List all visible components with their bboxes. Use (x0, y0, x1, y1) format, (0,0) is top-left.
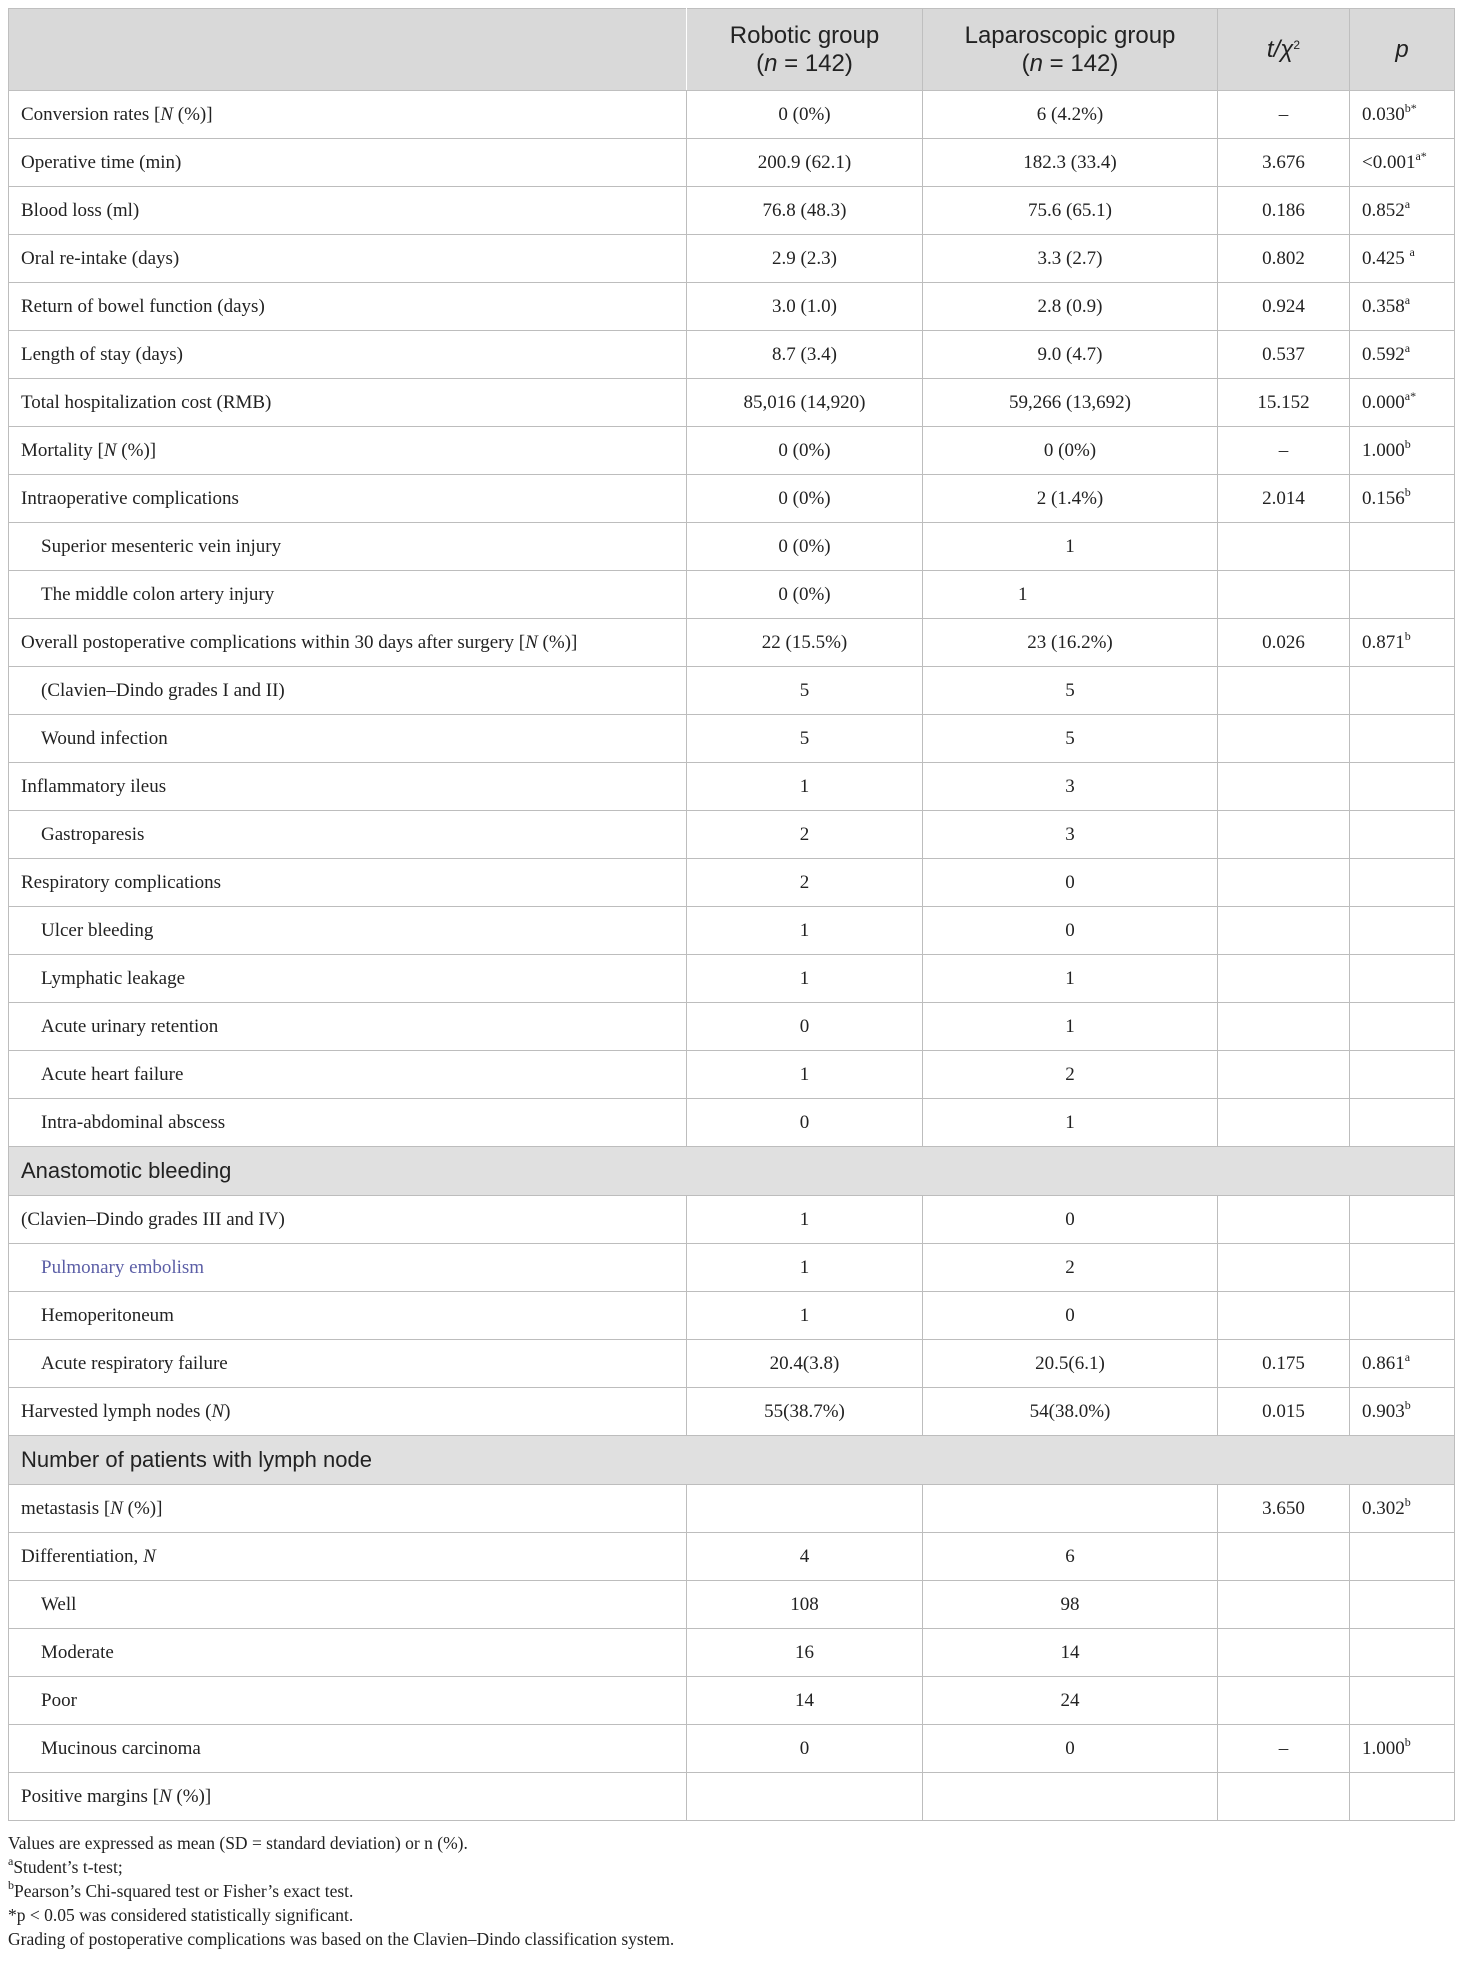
italic-n: N (211, 1400, 225, 1422)
p-value-text: 0.592 (1362, 343, 1405, 365)
p-value-superscript: b* (1404, 100, 1417, 115)
p-value (1350, 1533, 1455, 1581)
p-value-superscript: b (1404, 1494, 1411, 1509)
row-label: Operative time (min) (9, 139, 687, 187)
laparoscopic-value: 2 (923, 1051, 1218, 1099)
row-label: Oral re-intake (days) (9, 235, 687, 283)
p-value (1350, 139, 1455, 187)
italic-n: N (110, 1497, 123, 1519)
laparoscopic-value: 0 (923, 1196, 1218, 1244)
section-heading: Number of patients with lymph node (9, 1436, 1455, 1485)
p-value (1350, 1196, 1455, 1244)
laparoscopic-value: 24 (923, 1677, 1218, 1725)
robotic-value: 76.8 (48.3) (687, 187, 923, 235)
robotic-value: 85,016 (14,920) (687, 379, 923, 427)
p-value-text: 0.302 (1362, 1497, 1405, 1519)
table-row (9, 955, 1455, 1003)
statistic-value (1218, 523, 1350, 571)
laparoscopic-value: 1 (923, 1003, 1218, 1051)
p-value (1350, 187, 1455, 235)
row-label: Acute heart failure (9, 1051, 687, 1099)
table-row (9, 1581, 1455, 1629)
table-footnotes (8, 1831, 1454, 1951)
header-robotic-label: Robotic group (729, 21, 880, 49)
row-label: Acute respiratory failure (9, 1340, 687, 1388)
header-p-value (1350, 9, 1455, 91)
laparoscopic-value: 2 (923, 1244, 1218, 1292)
robotic-value: 5 (687, 715, 923, 763)
p-value-superscript: a (1404, 340, 1411, 355)
header-laparoscopic-label: Laparoscopic group (964, 21, 1176, 49)
laparoscopic-value: 1 (923, 523, 1218, 571)
laparoscopic-value: 182.3 (33.4) (923, 139, 1218, 187)
statistic-value (1218, 1196, 1350, 1244)
table-row (9, 331, 1455, 379)
statistic-value: 3.650 (1218, 1485, 1350, 1533)
row-label: Well (9, 1581, 687, 1629)
table-row (9, 235, 1455, 283)
table-row (9, 91, 1455, 139)
robotic-value: 0 (687, 1099, 923, 1147)
header-robotic-n-value: = 142 (784, 49, 845, 77)
table-row (9, 715, 1455, 763)
p-value (1350, 475, 1455, 523)
laparoscopic-value: 59,266 (13,692) (923, 379, 1218, 427)
row-label: Mucinous carcinoma (9, 1725, 687, 1773)
p-value (1350, 427, 1455, 475)
laparoscopic-value: 98 (923, 1581, 1218, 1629)
statistic-value (1218, 1051, 1350, 1099)
p-value (1350, 619, 1455, 667)
table-row (9, 523, 1455, 571)
table-row (9, 139, 1455, 187)
robotic-value: 1 (687, 1051, 923, 1099)
statistic-value (1218, 955, 1350, 1003)
footnote-b-text: Pearson’s Chi-squared test or Fisher’s exact test. (14, 1881, 354, 1901)
statistic-value (1218, 1773, 1350, 1821)
results-table (8, 8, 1455, 1821)
row-label: Respiratory complications (9, 859, 687, 907)
footnote-significance: *p < 0.05 was considered statistically significant. (8, 1905, 354, 1925)
table-row (9, 1725, 1455, 1773)
robotic-value (687, 1773, 923, 1821)
p-value (1350, 1725, 1455, 1773)
robotic-value: 3.0 (1.0) (687, 283, 923, 331)
statistic-value (1218, 1581, 1350, 1629)
row-label: Moderate (9, 1629, 687, 1677)
p-value (1350, 763, 1455, 811)
p-value-text: 0.358 (1362, 295, 1405, 317)
robotic-value: 2 (687, 859, 923, 907)
p-value-text: 1.000 (1362, 439, 1405, 461)
header-robotic-n-label: n (764, 49, 778, 77)
statistic-value: 0.175 (1218, 1340, 1350, 1388)
table-row (9, 1292, 1455, 1340)
row-label[interactable]: Pulmonary embolism (9, 1244, 687, 1292)
footnote-b (8, 1879, 1454, 1903)
p-value (1350, 1677, 1455, 1725)
laparoscopic-value: 23 (16.2%) (923, 619, 1218, 667)
table-row (9, 475, 1455, 523)
p-value-text: 1.000 (1362, 1737, 1405, 1759)
robotic-value: 0 (0%) (687, 571, 923, 619)
row-label: Ulcer bleeding (9, 907, 687, 955)
row-label: Poor (9, 1677, 687, 1725)
row-label: Return of bowel function (days) (9, 283, 687, 331)
robotic-value: 0 (0%) (687, 475, 923, 523)
row-label: Inflammatory ileus (9, 763, 687, 811)
italic-n: N (160, 103, 173, 125)
footnote-a-text: Student’s t-test; (13, 1857, 123, 1877)
footnote-a (8, 1855, 1454, 1879)
p-value (1350, 235, 1455, 283)
p-value-text: 0.000 (1362, 391, 1405, 413)
laparoscopic-value: 0 (923, 859, 1218, 907)
robotic-value: 14 (687, 1677, 923, 1725)
laparoscopic-value: 3.3 (2.7) (923, 235, 1218, 283)
footnote-grading: Grading of postoperative complications was based on the Clavien–Dindo classification system. (8, 1929, 675, 1949)
p-value-superscript: b (1404, 1397, 1411, 1412)
statistic-value: 0.802 (1218, 235, 1350, 283)
p-value (1350, 571, 1455, 619)
table-row (9, 859, 1455, 907)
table-row (9, 667, 1455, 715)
p-value-text: 0.871 (1362, 631, 1405, 653)
laparoscopic-value: 9.0 (4.7) (923, 331, 1218, 379)
statistic-value (1218, 1003, 1350, 1051)
p-value-superscript: b (1404, 628, 1411, 643)
header-robotic-n: (n = 142) (756, 49, 853, 77)
p-value (1350, 1388, 1455, 1436)
statistic-value (1218, 715, 1350, 763)
table-body (9, 91, 1455, 1821)
statistic-value (1218, 1099, 1350, 1147)
header-test-statistic (1218, 9, 1350, 91)
laparoscopic-value: 6 (4.2%) (923, 91, 1218, 139)
robotic-value: 0 (687, 1725, 923, 1773)
p-value-text: 0.156 (1362, 487, 1405, 509)
header-blank-cell (9, 9, 687, 91)
p-value-text: 0.852 (1362, 199, 1405, 221)
p-value-superscript: a* (1404, 388, 1417, 403)
laparoscopic-value: 3 (923, 763, 1218, 811)
p-value (1350, 1773, 1455, 1821)
row-label: Hemoperitoneum (9, 1292, 687, 1340)
laparoscopic-value: 20.5(6.1) (923, 1340, 1218, 1388)
robotic-value: 16 (687, 1629, 923, 1677)
p-value (1350, 331, 1455, 379)
p-value (1350, 1581, 1455, 1629)
robotic-value: 1 (687, 907, 923, 955)
p-value-superscript: a (1404, 1349, 1411, 1364)
statistic-value: – (1218, 427, 1350, 475)
laparoscopic-value: 1 (923, 571, 1218, 619)
statistic-value (1218, 1533, 1350, 1581)
laparoscopic-value (923, 1485, 1218, 1533)
statistic-value (1218, 859, 1350, 907)
robotic-value: 22 (15.5%) (687, 619, 923, 667)
robotic-value: 5 (687, 667, 923, 715)
table-row (9, 907, 1455, 955)
p-value-text: 0.030 (1362, 103, 1405, 125)
p-value (1350, 955, 1455, 1003)
p-value (1350, 907, 1455, 955)
laparoscopic-value: 0 (923, 1725, 1218, 1773)
p-value (1350, 523, 1455, 571)
robotic-value: 0 (0%) (687, 91, 923, 139)
p-value-text: 0.425 (1362, 247, 1410, 269)
p-value-text: <0.001 (1362, 151, 1416, 173)
p-value-superscript: a* (1415, 148, 1427, 163)
statistic-value (1218, 1629, 1350, 1677)
table-row (9, 571, 1455, 619)
statistic-value (1218, 571, 1350, 619)
p-value-superscript: a (1409, 244, 1415, 259)
p-value (1350, 1051, 1455, 1099)
row-label: The middle colon artery injury (9, 571, 687, 619)
table-row (9, 1051, 1455, 1099)
row-label: Superior mesenteric vein injury (9, 523, 687, 571)
table-row (9, 283, 1455, 331)
p-value-text: 0.861 (1362, 1352, 1405, 1374)
laparoscopic-value: 2.8 (0.9) (923, 283, 1218, 331)
table-row (9, 619, 1455, 667)
results-table-container (8, 8, 1454, 1951)
table-row (9, 1388, 1455, 1436)
robotic-value: 0 (0%) (687, 427, 923, 475)
statistic-value (1218, 1244, 1350, 1292)
header-stat-chi: /χ (1273, 35, 1294, 63)
statistic-value (1218, 763, 1350, 811)
footnote-values: Values are expressed as mean (SD = standard deviation) or n (%). (8, 1833, 468, 1853)
italic-n: N (103, 439, 117, 461)
table-row (9, 1196, 1455, 1244)
p-value-superscript: b (1404, 1734, 1411, 1749)
robotic-value: 55(38.7%) (687, 1388, 923, 1436)
p-value (1350, 859, 1455, 907)
row-label: Harvested lymph nodes (N) (9, 1388, 687, 1436)
p-value (1350, 1340, 1455, 1388)
header-laparoscopic-group (923, 9, 1218, 91)
header-laparoscopic-n: (n = 142) (1021, 49, 1119, 77)
statistic-value (1218, 907, 1350, 955)
robotic-value: 20.4(3.8) (687, 1340, 923, 1388)
row-label: Intraoperative complications (9, 475, 687, 523)
laparoscopic-value: 14 (923, 1629, 1218, 1677)
statistic-value: – (1218, 1725, 1350, 1773)
p-value-superscript: b (1404, 436, 1411, 451)
italic-n: N (158, 1785, 172, 1807)
robotic-value (687, 1485, 923, 1533)
table-row (9, 1003, 1455, 1051)
robotic-value: 0 (687, 1003, 923, 1051)
table-row (9, 811, 1455, 859)
table-row (9, 1533, 1455, 1581)
robotic-value: 1 (687, 1244, 923, 1292)
laparoscopic-value: 1 (923, 1099, 1218, 1147)
robotic-value: 4 (687, 1533, 923, 1581)
statistic-value: 0.015 (1218, 1388, 1350, 1436)
statistic-value: 0.924 (1218, 283, 1350, 331)
row-label: Overall postoperative complications within 30 days after surgery [N (%)] (9, 619, 687, 667)
p-value (1350, 715, 1455, 763)
p-value (1350, 283, 1455, 331)
laparoscopic-value (923, 1773, 1218, 1821)
table-row (9, 1629, 1455, 1677)
row-label: (Clavien–Dindo grades I and II) (9, 667, 687, 715)
statistic-value: 0.537 (1218, 331, 1350, 379)
table-row (9, 763, 1455, 811)
row-label: (Clavien–Dindo grades III and IV) (9, 1196, 687, 1244)
statistic-value: 15.152 (1218, 379, 1350, 427)
statistic-value: 0.186 (1218, 187, 1350, 235)
row-label: Length of stay (days) (9, 331, 687, 379)
footnote-b-mark: b (8, 1878, 14, 1892)
header-p-label: p (1395, 35, 1409, 63)
table-row (9, 1244, 1455, 1292)
laparoscopic-value: 1 (923, 955, 1218, 1003)
table-row (9, 427, 1455, 475)
p-value (1350, 379, 1455, 427)
laparoscopic-value: 0 (923, 907, 1218, 955)
p-value (1350, 1292, 1455, 1340)
p-value-superscript: a (1404, 292, 1411, 307)
robotic-value: 2.9 (2.3) (687, 235, 923, 283)
p-value-text: 0.903 (1362, 1400, 1405, 1422)
table-row (9, 1677, 1455, 1725)
robotic-value: 200.9 (62.1) (687, 139, 923, 187)
row-label: Mortality [N (%)] (9, 427, 687, 475)
laparoscopic-value: 3 (923, 811, 1218, 859)
row-label: Lymphatic leakage (9, 955, 687, 1003)
robotic-value: 1 (687, 763, 923, 811)
statistic-value (1218, 1677, 1350, 1725)
section-row (9, 1436, 1455, 1485)
row-label: Conversion rates [N (%)] (9, 91, 687, 139)
p-value (1350, 1244, 1455, 1292)
table-row (9, 1099, 1455, 1147)
row-label: Acute urinary retention (9, 1003, 687, 1051)
p-value (1350, 1003, 1455, 1051)
laparoscopic-value: 5 (923, 667, 1218, 715)
laparoscopic-value: 0 (0%) (923, 427, 1218, 475)
p-value (1350, 1099, 1455, 1147)
table-header (9, 9, 1455, 91)
italic-n: N (143, 1545, 156, 1567)
p-value (1350, 1485, 1455, 1533)
robotic-value: 1 (687, 1196, 923, 1244)
robotic-value: 8.7 (3.4) (687, 331, 923, 379)
header-laparoscopic-n-value: = 142 (1049, 49, 1111, 77)
row-label: metastasis [N (%)] (9, 1485, 687, 1533)
laparoscopic-value: 75.6 (65.1) (923, 187, 1218, 235)
statistic-value: – (1218, 91, 1350, 139)
row-label: Intra-abdominal abscess (9, 1099, 687, 1147)
italic-n: N (525, 631, 538, 653)
statistic-value: 2.014 (1218, 475, 1350, 523)
laparoscopic-value: 2 (1.4%) (923, 475, 1218, 523)
table-row (9, 1485, 1455, 1533)
table-row (9, 379, 1455, 427)
p-value-superscript: a (1404, 196, 1411, 211)
laparoscopic-value: 0 (923, 1292, 1218, 1340)
statistic-value (1218, 1292, 1350, 1340)
statistic-value: 0.026 (1218, 619, 1350, 667)
header-laparoscopic-n-label: n (1029, 49, 1043, 77)
header-stat-t: t (1266, 35, 1274, 63)
robotic-value: 1 (687, 1292, 923, 1340)
header-robotic-group (687, 9, 923, 91)
robotic-value: 0 (0%) (687, 523, 923, 571)
section-row (9, 1147, 1455, 1196)
table-row (9, 187, 1455, 235)
robotic-value: 1 (687, 955, 923, 1003)
statistic-value (1218, 811, 1350, 859)
row-label: Differentiation, N (9, 1533, 687, 1581)
p-value (1350, 667, 1455, 715)
p-value (1350, 91, 1455, 139)
statistic-value: 3.676 (1218, 139, 1350, 187)
header-stat-sup: 2 (1293, 37, 1301, 52)
laparoscopic-value: 54(38.0%) (923, 1388, 1218, 1436)
p-value (1350, 811, 1455, 859)
row-label: Positive margins [N (%)] (9, 1773, 687, 1821)
row-label: Gastroparesis (9, 811, 687, 859)
table-row (9, 1340, 1455, 1388)
statistic-value (1218, 667, 1350, 715)
robotic-value: 2 (687, 811, 923, 859)
p-value-superscript: b (1404, 484, 1411, 499)
row-label: Blood loss (ml) (9, 187, 687, 235)
p-value (1350, 1629, 1455, 1677)
row-label: Total hospitalization cost (RMB) (9, 379, 687, 427)
row-label: Wound infection (9, 715, 687, 763)
footnote-a-mark: a (8, 1854, 14, 1868)
laparoscopic-value: 5 (923, 715, 1218, 763)
laparoscopic-value: 6 (923, 1533, 1218, 1581)
section-heading: Anastomotic bleeding (9, 1147, 1455, 1196)
table-row (9, 1773, 1455, 1821)
robotic-value: 108 (687, 1581, 923, 1629)
